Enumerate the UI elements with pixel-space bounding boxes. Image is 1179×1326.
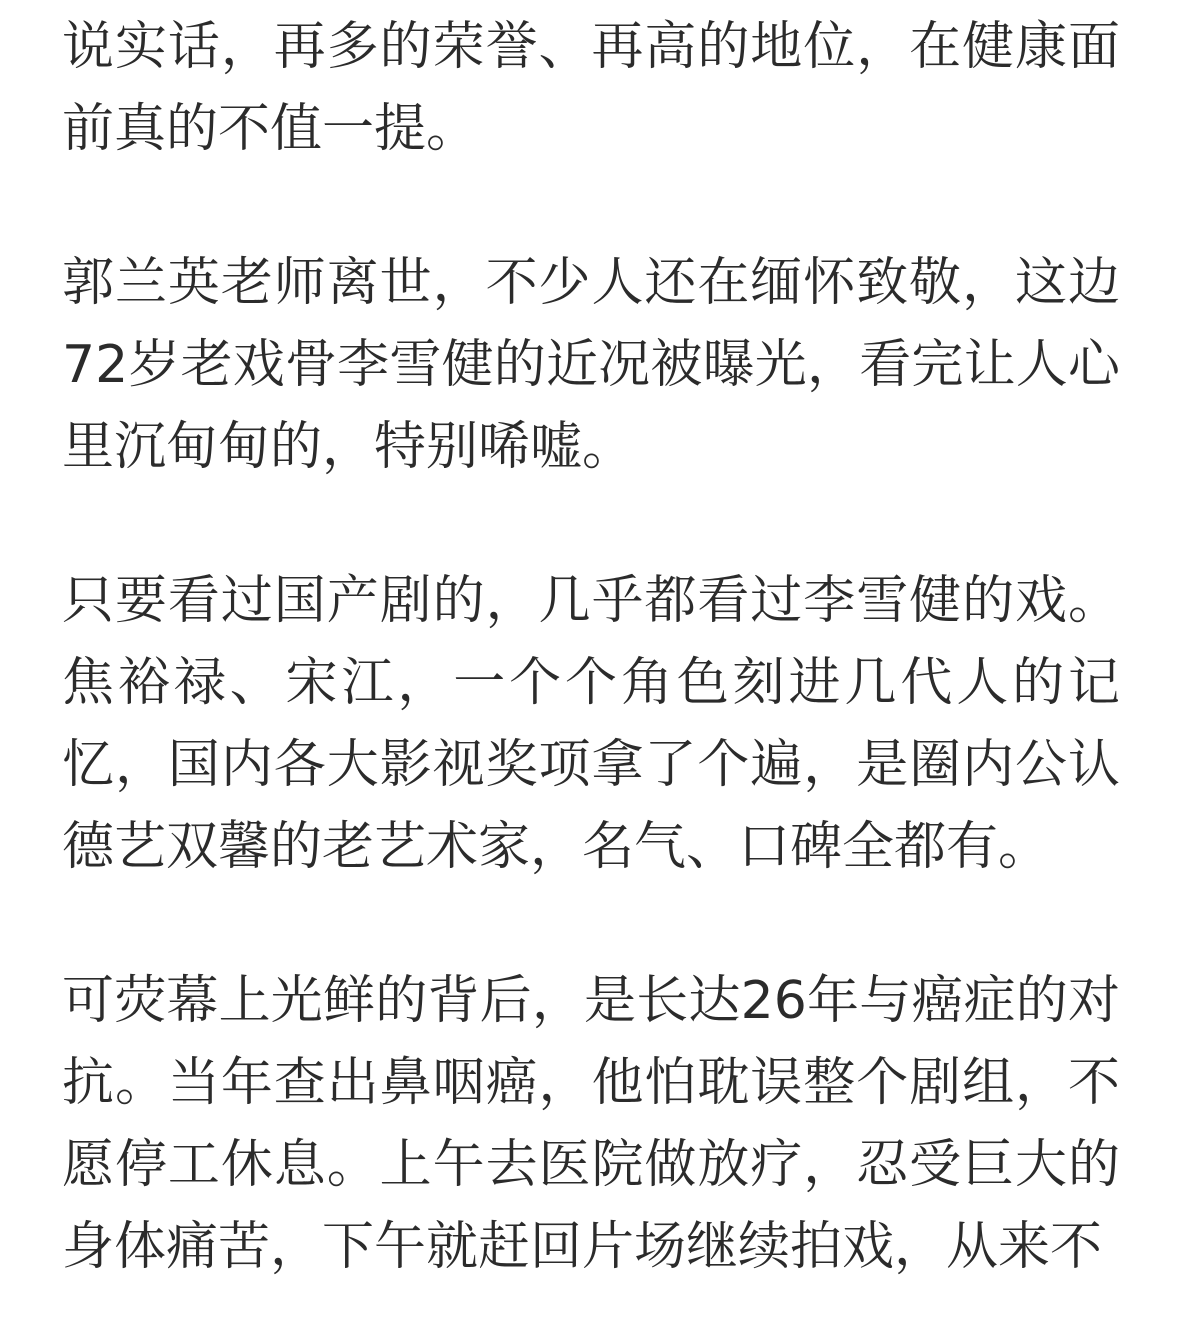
article-body: [62, 0, 1120, 1288]
paragraph-health-honor: 说实话，再多的荣誉、再高的地位，在健康面前真的不值一提。: [62, 17, 1120, 159]
paragraph-cancer-struggle: 可荧幕上光鲜的背后，是长达26年与癌症的对抗。当年查出鼻咽癌，他怕耽误整个剧组，不愿停工休息。上午去医院做放疗，忍受巨大的身体痛苦，下午就赶回片场继续拍戏，从来不: [62, 971, 1120, 1277]
paragraph-li-xuejian-news: 郭兰英老师离世，不少人还在缅怀致敬，这边72岁老戏骨李雪健的近况被曝光，看完让人心里沉甸甸的，特别唏嘘。: [62, 253, 1120, 477]
paragraph-career-achievements: 只要看过国产剧的，几乎都看过李雪健的戏。焦裕禄、宋江，一个个角色刻进几代人的记忆，国内各大影视奖项拿了个遍，是圈内公认德艺双馨的老艺术家，名气、口碑全都有。: [62, 571, 1120, 877]
